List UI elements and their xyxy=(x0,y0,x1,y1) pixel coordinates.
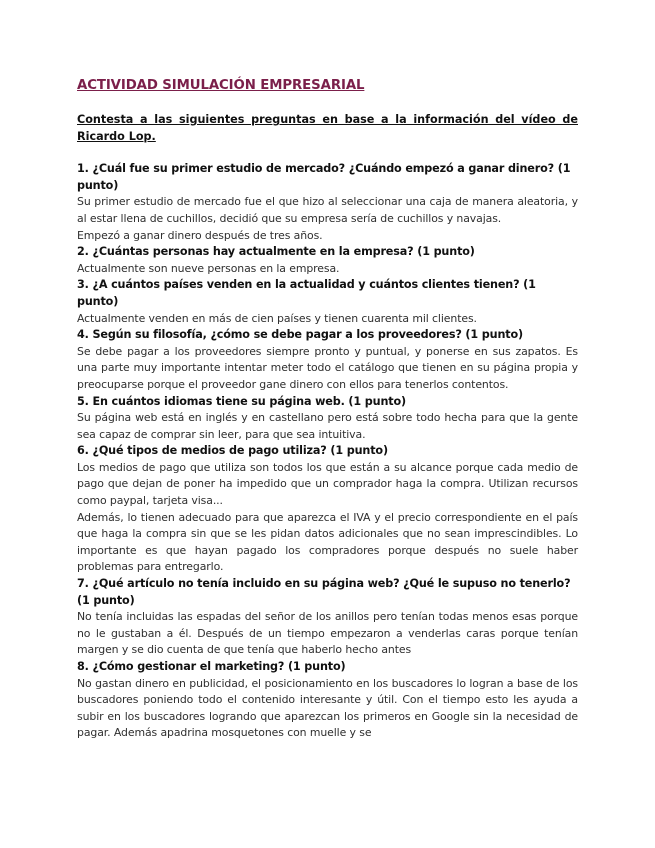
question-heading: 5. En cuántos idiomas tiene su página web. (1 punto) xyxy=(77,394,406,408)
question-heading: 1. ¿Cuál fue su primer estudio de mercado? ¿Cuándo empezó a ganar dinero? (1 punto) xyxy=(77,162,571,192)
question-8 xyxy=(77,659,578,742)
answer-paragraph: Además, lo tienen adecuado para que aparezca el IVA y el precio correspondiente en el país que haga la compra sin que se les pidan datos adicionales que no sean imprescindibles. Lo importante es que hayan pagado los compradores porque después no suele haber problemas para entregarlo. xyxy=(77,510,578,574)
answer-paragraph: Los medios de pago que utiliza son todos los que están a su alcance porque cada medio de pago que dejan de poner ha impedido que un comprador haga la compra. Utilizan recursos como paypal, tarjeta visa... xyxy=(77,460,578,508)
answer-paragraph: Su página web está en inglés y en castellano pero está sobre todo hecha para que la gente sea capaz de comprar sin leer, para que sea intuitiva. xyxy=(77,411,578,441)
intro-instructions: Contesta a las siguientes preguntas en base a la información del vídeo de Ricardo Lop. xyxy=(77,113,578,143)
answer-paragraph: Se debe pagar a los proveedores siempre pronto y puntual, y ponerse en sus zapatos. Es una parte muy importante intentar meter todo el catálogo que tienen en su página propia y preocuparse porque el proveedor gane dinero con ellos para tenerlos contentos. xyxy=(77,344,578,391)
question-7 xyxy=(77,576,578,659)
question-heading: 4. Según su filosofía, ¿cómo se debe pagar a los proveedores? (1 punto) xyxy=(77,328,523,342)
document-title: ACTIVIDAD SIMULACIÓN EMPRESARIAL xyxy=(77,78,365,93)
answer-paragraph: Empezó a ganar dinero después de tres años. xyxy=(77,228,323,242)
question-6 xyxy=(77,443,578,576)
answer-paragraph: Su primer estudio de mercado fue el que hizo al seleccionar una caja de manera aleatoria, y al estar llena de cuchillos, decidió que su empresa sería de cuchillos y navajas. xyxy=(77,195,578,225)
answer-paragraph: Actualmente venden en más de cien países y tienen cuarenta mil clientes. xyxy=(77,311,477,325)
question-1 xyxy=(77,161,578,244)
document-page xyxy=(77,76,578,742)
question-5 xyxy=(77,394,578,444)
answer-paragraph: Actualmente son nueve personas en la empresa. xyxy=(77,261,340,275)
question-3 xyxy=(77,277,578,327)
question-4 xyxy=(77,327,578,393)
answer-paragraph: No tenía incluidas las espadas del señor de los anillos pero tenían todas menos esas porque no le gustaban a él. Después de un tiempo empezaron a venderlas caras porque tenían margen y se dio cuenta de que tenía que haberlo hecho antes xyxy=(77,610,578,657)
question-2 xyxy=(77,244,578,277)
question-heading: 6. ¿Qué tipos de medios de pago utiliza? (1 punto) xyxy=(77,444,388,458)
answer-paragraph: No gastan dinero en publicidad, el posicionamiento en los buscadores lo logran a base de los buscadores poniendo todo el contenido interesante y útil. Con el tiempo esto les ayuda a subir en los buscadores logrando que aparezcan los primeros en Google sin la necesidad de pagar. Además apadrina mosquetones con muelle y se xyxy=(77,676,578,740)
question-heading: 2. ¿Cuántas personas hay actualmente en la empresa? (1 punto) xyxy=(77,245,475,259)
question-heading: 8. ¿Cómo gestionar el marketing? (1 punto) xyxy=(77,660,346,673)
question-heading: 3. ¿A cuántos países venden en la actualidad y cuántos clientes tienen? (1 punto) xyxy=(77,278,536,308)
question-heading: 7. ¿Qué artículo no tenía incluido en su página web? ¿Qué le supuso no tenerlo? (1 punto) xyxy=(77,577,571,607)
